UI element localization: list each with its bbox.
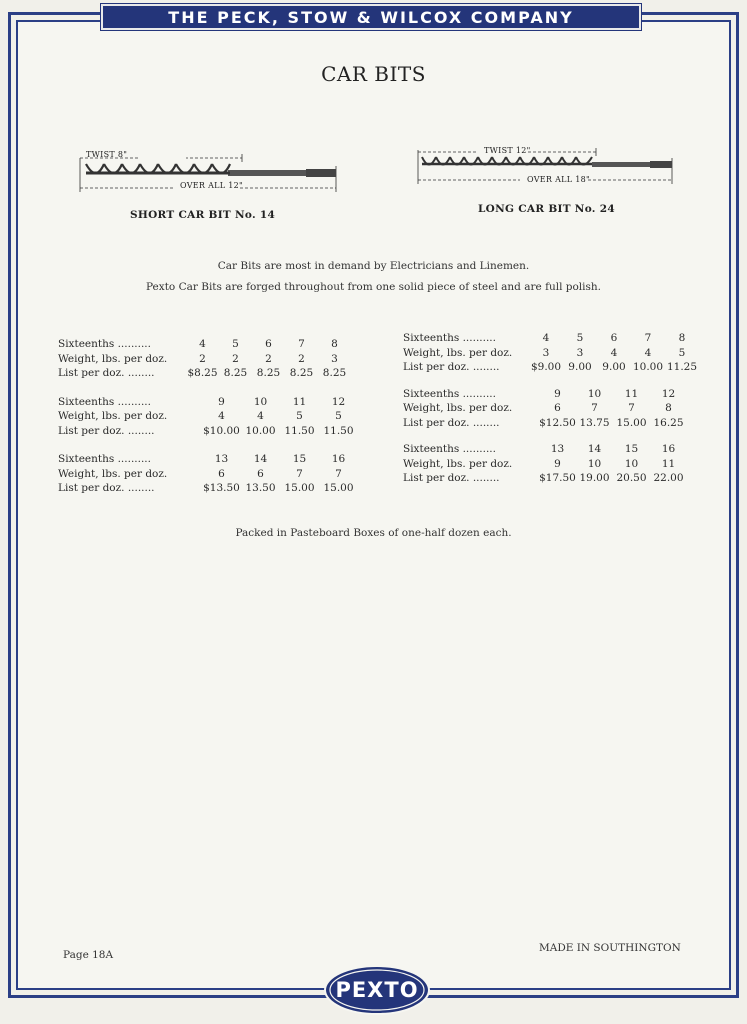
- table-cell: 4: [644, 346, 652, 359]
- table-cell: 2: [199, 352, 206, 365]
- row-label: Weight, lbs. per doz.: [403, 457, 513, 470]
- table-cell: 11.50: [323, 424, 354, 437]
- table-cell: 9.00: [568, 361, 592, 373]
- table-cell: 14: [253, 453, 268, 465]
- table-cell: 7: [335, 467, 342, 480]
- table-cell: 13: [214, 453, 229, 465]
- table-cell: 13: [550, 443, 565, 455]
- table-cell: 2: [232, 352, 239, 365]
- table-cell: $10.00: [203, 424, 240, 437]
- table-cell: 10: [624, 457, 639, 470]
- table-cell: 16: [661, 443, 676, 455]
- table-row: [58, 396, 368, 411]
- page-title: CAR BITS: [321, 62, 426, 86]
- table-cell: 16.25: [653, 416, 684, 429]
- pexto-logo-text: PEXTO: [335, 978, 419, 1002]
- company-banner: THE PECK, STOW & WILCOX COMPANY: [101, 4, 641, 30]
- table-cell: 15.00: [323, 482, 354, 494]
- short-bit-overall-label: OVER ALL 12": [180, 181, 244, 190]
- table-cell: 4: [542, 332, 550, 344]
- short-bit-caption: SHORT CAR BIT No. 14: [130, 209, 276, 221]
- table-cell: 3: [542, 346, 550, 359]
- table-cell: 11: [624, 387, 639, 400]
- row-label: Weight, lbs. per doz.: [58, 352, 168, 365]
- table-cell: 5: [335, 410, 342, 422]
- table-row: [58, 410, 368, 425]
- table-cell: 8: [331, 338, 338, 350]
- table-cell: 11: [292, 395, 307, 408]
- table-cell: 15.00: [284, 482, 315, 494]
- table-cell: 5: [232, 338, 239, 350]
- table-cell: 10: [587, 387, 602, 400]
- table-cell: 6: [610, 332, 618, 344]
- table-cell: 7: [644, 332, 652, 344]
- table-cell: 11: [661, 457, 676, 470]
- row-label: List per doz. ........: [403, 472, 500, 484]
- table-cell: 10: [253, 395, 268, 408]
- table-cell: 4: [610, 346, 618, 359]
- price-table: [403, 332, 703, 376]
- table-cell: 4: [218, 410, 225, 422]
- row-label: List per doz. ........: [58, 367, 155, 379]
- table-cell: $17.50: [539, 472, 576, 484]
- table-cell: 6: [218, 467, 225, 480]
- row-label: Sixteenths ..........: [403, 443, 496, 455]
- table-cell: 8: [665, 402, 672, 414]
- row-label: List per doz. ........: [403, 361, 500, 373]
- table-cell: 7: [591, 402, 598, 414]
- table-row: [58, 338, 368, 353]
- table-cell: 11.50: [284, 424, 315, 437]
- table-cell: 9: [218, 395, 225, 408]
- table-row: [403, 332, 703, 347]
- table-cell: 13.75: [579, 416, 610, 429]
- table-cell: 7: [298, 338, 305, 350]
- table-cell: 5: [296, 410, 303, 422]
- long-bit-caption: LONG CAR BIT No. 24: [478, 203, 615, 215]
- table-cell: 6: [265, 338, 272, 350]
- table-cell: 8.25: [223, 367, 248, 379]
- table-row: [403, 361, 703, 376]
- table-cell: 9.00: [602, 361, 626, 373]
- price-table: [58, 396, 368, 440]
- table-cell: 8.25: [322, 367, 347, 379]
- table-cell: 6: [257, 467, 264, 480]
- table-cell: 4: [199, 338, 206, 350]
- table-row: [58, 482, 368, 497]
- table-cell: 9: [554, 457, 561, 470]
- table-cell: 2: [265, 352, 272, 365]
- table-cell: 8: [678, 332, 686, 344]
- table-row: [403, 443, 703, 458]
- table-cell: 12: [331, 395, 346, 408]
- table-cell: 15: [624, 443, 639, 455]
- row-label: Weight, lbs. per doz.: [403, 402, 513, 414]
- table-row: [403, 472, 703, 487]
- table-cell: 13.50: [245, 482, 276, 494]
- table-cell: 5: [576, 332, 584, 344]
- short-bit-price-tables: [58, 338, 368, 511]
- table-row: [58, 468, 368, 483]
- table-cell: 10.00: [245, 424, 276, 437]
- price-table: [58, 338, 368, 382]
- pexto-logo: [323, 964, 431, 1016]
- row-label: Weight, lbs. per doz.: [58, 410, 168, 422]
- table-cell: $9.00: [530, 361, 562, 373]
- table-cell: 8.25: [256, 367, 281, 379]
- table-cell: $12.50: [539, 416, 576, 429]
- table-cell: 9: [554, 387, 561, 400]
- table-cell: 3: [331, 352, 338, 365]
- price-table: [403, 388, 703, 432]
- long-bit-overall-label: OVER ALL 18": [527, 175, 591, 184]
- table-cell: 20.50: [616, 472, 647, 484]
- row-label: Sixteenths ..........: [58, 453, 151, 465]
- table-cell: 5: [678, 346, 686, 359]
- table-row: [58, 367, 368, 382]
- row-label: Weight, lbs. per doz.: [58, 467, 168, 480]
- row-label: Sixteenths ..........: [58, 338, 151, 350]
- table-row: [403, 347, 703, 362]
- table-row: [403, 402, 703, 417]
- table-cell: 10.00: [632, 361, 664, 373]
- short-bit-twist-label: TWIST 8": [86, 150, 128, 159]
- intro-line-1: Car Bits are most in demand by Electricians and Linemen.: [217, 260, 530, 272]
- row-label: Weight, lbs. per doz.: [403, 346, 513, 359]
- table-cell: $8.25: [187, 367, 218, 379]
- intro-line-2: Pexto Car Bits are forged throughout from one solid piece of steel and are full polish.: [145, 281, 602, 293]
- table-row: [403, 458, 703, 473]
- price-table: [403, 443, 703, 487]
- row-label: List per doz. ........: [58, 424, 155, 437]
- table-cell: $13.50: [203, 482, 240, 494]
- table-row: [403, 388, 703, 403]
- table-cell: 7: [628, 402, 635, 414]
- table-row: [58, 353, 368, 368]
- row-label: Sixteenths ..........: [403, 332, 496, 344]
- table-cell: 10: [587, 457, 602, 470]
- price-table: [58, 453, 368, 497]
- table-cell: 8.25: [289, 367, 314, 379]
- long-bit-price-tables: [403, 332, 703, 499]
- row-label: Sixteenths ..........: [403, 387, 496, 400]
- table-cell: 4: [257, 410, 264, 422]
- table-cell: 15.00: [616, 416, 647, 429]
- packing-note: Packed in Pasteboard Boxes of one-half dozen each.: [235, 527, 512, 539]
- table-row: [58, 453, 368, 468]
- page-number: Page 18A: [63, 949, 114, 961]
- table-cell: 22.00: [653, 472, 684, 484]
- table-row: [403, 417, 703, 432]
- row-label: Sixteenths ..........: [58, 395, 151, 408]
- table-cell: 15: [292, 453, 307, 465]
- table-cell: 3: [576, 346, 584, 359]
- table-cell: 16: [331, 453, 346, 465]
- row-label: List per doz. ........: [58, 482, 155, 494]
- table-cell: 6: [554, 402, 561, 414]
- table-cell: 14: [587, 443, 602, 455]
- table-cell: 11.25: [666, 361, 698, 373]
- table-cell: 7: [296, 467, 303, 480]
- row-label: List per doz. ........: [403, 416, 500, 429]
- made-in-note: MADE IN SOUTHINGTON: [539, 942, 681, 954]
- table-cell: 12: [661, 387, 676, 400]
- table-row: [58, 425, 368, 440]
- table-cell: 19.00: [579, 472, 610, 484]
- table-cell: 2: [298, 352, 305, 365]
- long-bit-twist-label: TWIST 12": [484, 146, 531, 155]
